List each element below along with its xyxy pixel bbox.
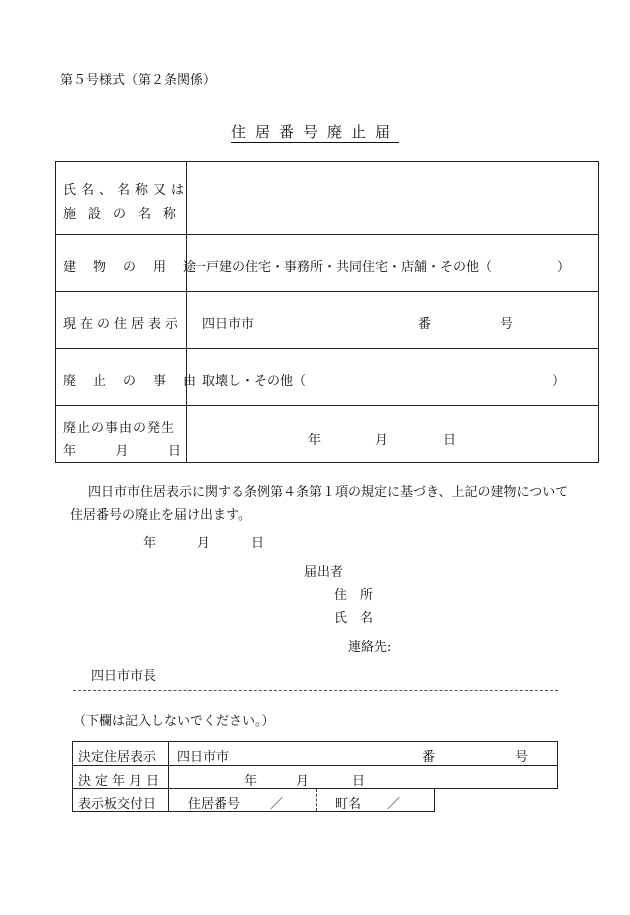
paragraph-line-2: 住居番号の廃止を届け出ます。 <box>70 508 251 523</box>
plate-town-slash: ／ <box>387 797 401 812</box>
current-address-ban: 番 <box>418 317 432 332</box>
submit-date-year: 年 <box>143 536 157 551</box>
office-use-note: （下欄は記入しないでください。） <box>73 714 275 729</box>
row-divider <box>56 291 598 292</box>
decided-address-city: 四日市市 <box>177 750 230 765</box>
page-title <box>0 121 630 142</box>
label-building-use: 建物の用途 <box>63 260 214 275</box>
applicant-label: 届出者 <box>304 565 344 580</box>
row-divider <box>56 348 598 349</box>
building-use-options[interactable]: 一戸建の住宅・事務所・共同住宅・店舗・その他（ ） <box>193 260 571 275</box>
occurrence-day: 日 <box>443 433 457 448</box>
name-value-field[interactable] <box>192 162 596 234</box>
decided-date-month: 月 <box>296 774 310 789</box>
applicant-contact-label: 連絡先: <box>348 640 392 655</box>
dotted-separator <box>73 690 558 691</box>
decided-date-year: 年 <box>244 774 258 789</box>
label-month: 月 <box>115 444 129 459</box>
row-divider <box>56 405 598 406</box>
plate-sub-divider <box>316 789 317 811</box>
applicant-address-label: 住 所 <box>334 588 374 603</box>
abolish-reason-options[interactable]: 取壊し・その他（ <box>202 374 307 389</box>
current-address-go: 号 <box>500 317 514 332</box>
decided-address-label: 決定住居表示 <box>78 750 157 765</box>
label-name-line1: 氏名、名称又は <box>63 183 190 198</box>
decided-date-day: 日 <box>352 774 366 789</box>
plate-issue-label: 表示板交付日 <box>78 797 157 812</box>
decided-date-label: 決定年月日 <box>78 774 164 789</box>
decided-address-ban: 番 <box>422 750 436 765</box>
label-abolish-reason: 廃止の事由 <box>63 374 214 389</box>
addressee: 四日市市長 <box>91 669 157 684</box>
plate-house-number-label: 住居番号 <box>188 797 241 812</box>
occurrence-month: 月 <box>375 433 389 448</box>
plate-issue-table <box>72 788 435 812</box>
declaration-paragraph <box>70 481 600 527</box>
label-occurrence-line2 <box>63 440 181 459</box>
plate-label-divider <box>168 789 169 811</box>
label-current-address: 現在の住居表示 <box>63 317 183 332</box>
label-day: 日 <box>167 444 181 459</box>
applicant-name-label: 氏 名 <box>334 611 374 626</box>
paragraph-line-1: 四日市市住居表示に関する条例第４条第１項の規定に基づき、上記の建物について <box>88 485 569 500</box>
occurrence-year: 年 <box>308 433 322 448</box>
submit-date-month: 月 <box>197 536 211 551</box>
label-year: 年 <box>63 444 77 459</box>
plate-house-number-slash: ／ <box>270 797 284 812</box>
form-number: 第５号様式（第２条関係） <box>60 73 217 88</box>
main-form-table <box>55 161 599 463</box>
label-name-line2: 施設の名称 <box>63 207 189 222</box>
current-address-city: 四日市市 <box>202 317 255 332</box>
row-divider <box>56 234 598 235</box>
label-occurrence-line1: 廃止の事由の発生 <box>63 421 176 436</box>
office-row-divider <box>73 765 557 766</box>
submit-date-day: 日 <box>251 536 265 551</box>
plate-town-label: 町名 <box>335 797 362 812</box>
abolish-reason-close: ） <box>552 374 566 389</box>
decided-address-go: 号 <box>515 750 529 765</box>
page-title-text: 住居番号廃止届 <box>230 123 399 141</box>
office-use-table <box>72 741 558 789</box>
